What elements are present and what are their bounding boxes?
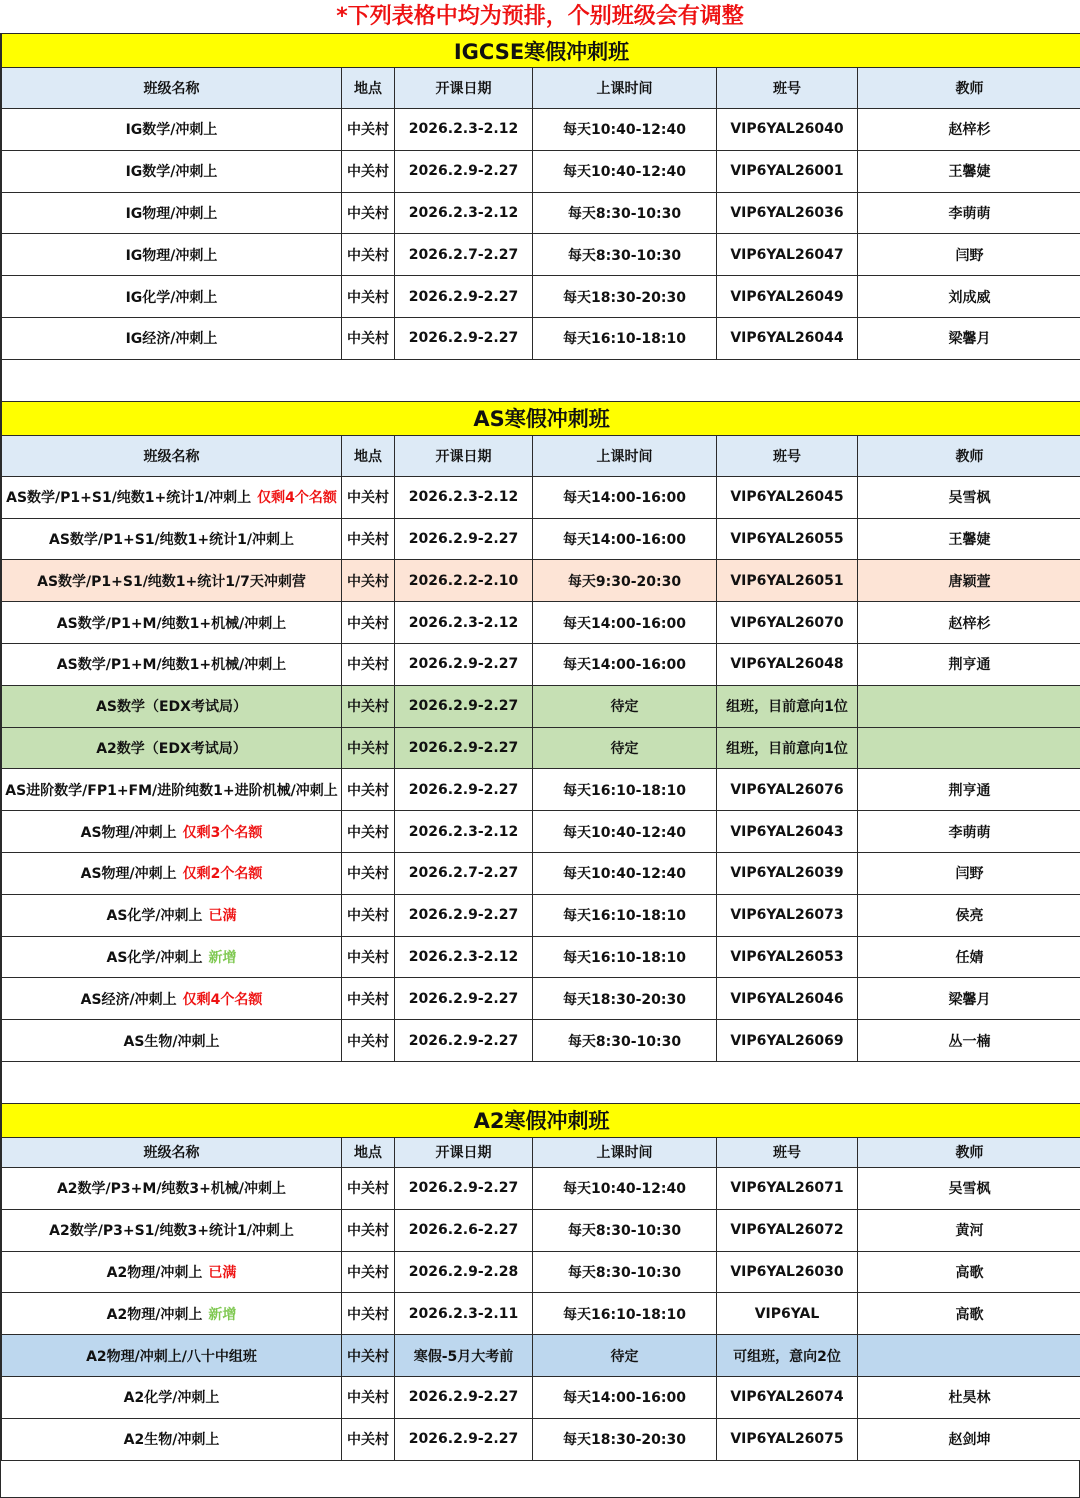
location: 中关村 <box>342 1335 395 1377</box>
teacher: 闫野 <box>858 852 1080 894</box>
table-row <box>2 518 1080 560</box>
table-row <box>2 894 1080 936</box>
teacher: 荆亨通 <box>858 769 1080 811</box>
class-name: IG化学/冲刺上 <box>2 276 342 318</box>
location: 中关村 <box>342 1418 395 1460</box>
header-class-time: 上课时间 <box>533 435 717 476</box>
class-name: IG物理/冲刺上 <box>2 192 342 234</box>
table-row <box>2 276 1080 318</box>
class-name: A2物理/冲刺上 新增 <box>2 1293 342 1335</box>
header-teacher: 教师 <box>858 68 1080 109</box>
class-code: 组班，目前意向1位 <box>717 685 858 727</box>
class-name: AS经济/冲刺上 仅剩4个名额 <box>2 978 342 1020</box>
class-code: VIP6YAL26075 <box>717 1418 858 1460</box>
class-name: IG数学/冲刺上 <box>2 150 342 192</box>
class-name: A2生物/冲刺上 <box>2 1418 342 1460</box>
start-date: 2026.2.9-2.27 <box>395 317 533 359</box>
table-row-group-class <box>2 1335 1080 1377</box>
teacher: 赵梓杉 <box>858 602 1080 644</box>
class-code: VIP6YAL26053 <box>717 936 858 978</box>
start-date: 2026.2.3-2.12 <box>395 936 533 978</box>
status-badge: 已满 <box>208 908 237 925</box>
table-row <box>2 978 1080 1020</box>
class-time: 每天14:00-16:00 <box>533 1376 717 1418</box>
class-name: AS数学（EDX考试局） <box>2 685 342 727</box>
start-date: 2026.2.6-2.27 <box>395 1209 533 1251</box>
header-class-name: 班级名称 <box>2 1137 342 1167</box>
location: 中关村 <box>342 936 395 978</box>
class-time: 每天10:40-12:40 <box>533 1167 717 1209</box>
start-date: 2026.2.3-2.12 <box>395 811 533 853</box>
teacher <box>858 685 1080 727</box>
spacer-row <box>2 1061 1080 1103</box>
start-date: 寒假-5月大考前 <box>395 1335 533 1377</box>
teacher: 李萌萌 <box>858 192 1080 234</box>
section-title-row <box>2 401 1080 435</box>
table-row <box>2 1251 1080 1293</box>
class-time: 待定 <box>533 727 717 769</box>
class-time: 每天14:00-16:00 <box>533 476 717 518</box>
teacher: 杜昊林 <box>858 1376 1080 1418</box>
location: 中关村 <box>342 894 395 936</box>
class-code: VIP6YAL26051 <box>717 560 858 602</box>
teacher: 唐颖萱 <box>858 560 1080 602</box>
start-date: 2026.2.9-2.27 <box>395 643 533 685</box>
class-code: VIP6YAL <box>717 1293 858 1335</box>
class-time: 待定 <box>533 1335 717 1377</box>
class-name: AS进阶数学/FP1+FM/进阶纯数1+进阶机械/冲刺上 <box>2 769 342 811</box>
start-date: 2026.2.9-2.27 <box>395 1376 533 1418</box>
start-date: 2026.2.3-2.12 <box>395 476 533 518</box>
header-start-date: 开课日期 <box>395 1137 533 1167</box>
class-time: 每天8:30-10:30 <box>533 192 717 234</box>
teacher: 任婧 <box>858 936 1080 978</box>
class-name: A2物理/冲刺上/八十中组班 <box>2 1335 342 1377</box>
class-time: 每天16:10-18:10 <box>533 769 717 811</box>
location: 中关村 <box>342 560 395 602</box>
header-class-name: 班级名称 <box>2 68 342 109</box>
header-class-code: 班号 <box>717 68 858 109</box>
start-date: 2026.2.9-2.28 <box>395 1251 533 1293</box>
class-code: VIP6YAL26030 <box>717 1251 858 1293</box>
location: 中关村 <box>342 643 395 685</box>
class-time: 每天16:10-18:10 <box>533 894 717 936</box>
start-date: 2026.2.3-2.12 <box>395 109 533 151</box>
teacher: 黄河 <box>858 1209 1080 1251</box>
start-date: 2026.2.9-2.27 <box>395 1418 533 1460</box>
class-name: AS数学/P1+S1/纯数1+统计1/7天冲刺营 <box>2 560 342 602</box>
class-code: 组班，目前意向1位 <box>717 727 858 769</box>
teacher: 王馨婕 <box>858 518 1080 560</box>
table-row <box>2 602 1080 644</box>
location: 中关村 <box>342 685 395 727</box>
start-date: 2026.2.9-2.27 <box>395 518 533 560</box>
table-row <box>2 643 1080 685</box>
teacher: 赵梓杉 <box>858 109 1080 151</box>
section-title-igcse: IGCSE寒假冲刺班 <box>2 34 1080 68</box>
table-row <box>2 317 1080 359</box>
class-time: 每天18:30-20:30 <box>533 276 717 318</box>
class-time: 每天9:30-20:30 <box>533 560 717 602</box>
class-code: VIP6YAL26055 <box>717 518 858 560</box>
table-row <box>2 936 1080 978</box>
status-badge: 仅剩4个名额 <box>257 490 337 507</box>
column-header-row <box>2 435 1080 476</box>
class-code: VIP6YAL26044 <box>717 317 858 359</box>
spacer-cell <box>2 359 1080 401</box>
class-name: AS物理/冲刺上 仅剩2个名额 <box>2 852 342 894</box>
header-teacher: 教师 <box>858 1137 1080 1167</box>
class-code: VIP6YAL26074 <box>717 1376 858 1418</box>
teacher <box>858 727 1080 769</box>
class-code: VIP6YAL26040 <box>717 109 858 151</box>
section-title-as: AS寒假冲刺班 <box>2 401 1080 435</box>
class-code: VIP6YAL26071 <box>717 1167 858 1209</box>
teacher: 李萌萌 <box>858 811 1080 853</box>
table-row <box>2 852 1080 894</box>
table-row <box>2 1293 1080 1335</box>
teacher: 王馨婕 <box>858 150 1080 192</box>
spacer-cell <box>2 1061 1080 1103</box>
class-name: IG经济/冲刺上 <box>2 317 342 359</box>
table-row <box>2 769 1080 811</box>
teacher <box>858 1335 1080 1377</box>
class-name: A2物理/冲刺上 已满 <box>2 1251 342 1293</box>
location: 中关村 <box>342 317 395 359</box>
location: 中关村 <box>342 1020 395 1062</box>
table-row <box>2 476 1080 518</box>
schedule-table <box>1 33 1080 1461</box>
class-name: AS生物/冲刺上 <box>2 1020 342 1062</box>
location: 中关村 <box>342 852 395 894</box>
class-time: 待定 <box>533 685 717 727</box>
header-start-date: 开课日期 <box>395 68 533 109</box>
table-row <box>2 1418 1080 1460</box>
table-row <box>2 1209 1080 1251</box>
class-code: VIP6YAL26001 <box>717 150 858 192</box>
table-row <box>2 1167 1080 1209</box>
teacher: 荆亨通 <box>858 643 1080 685</box>
header-class-code: 班号 <box>717 1137 858 1167</box>
class-time: 每天10:40-12:40 <box>533 811 717 853</box>
location: 中关村 <box>342 602 395 644</box>
class-name: IG物理/冲刺上 <box>2 234 342 276</box>
class-name: AS数学/P1+M/纯数1+机械/冲刺上 <box>2 602 342 644</box>
start-date: 2026.2.9-2.27 <box>395 769 533 811</box>
class-code: VIP6YAL26070 <box>717 602 858 644</box>
start-date: 2026.2.2-2.10 <box>395 560 533 602</box>
class-code: VIP6YAL26045 <box>717 476 858 518</box>
teacher: 丛一楠 <box>858 1020 1080 1062</box>
start-date: 2026.2.9-2.27 <box>395 685 533 727</box>
location: 中关村 <box>342 769 395 811</box>
table-row-pending <box>2 727 1080 769</box>
location: 中关村 <box>342 811 395 853</box>
teacher: 侯亮 <box>858 894 1080 936</box>
class-code: VIP6YAL26048 <box>717 643 858 685</box>
header-teacher: 教师 <box>858 435 1080 476</box>
header-class-code: 班号 <box>717 435 858 476</box>
column-header-row <box>2 1137 1080 1167</box>
teacher: 梁馨月 <box>858 317 1080 359</box>
teacher: 梁馨月 <box>858 978 1080 1020</box>
class-time: 每天14:00-16:00 <box>533 518 717 560</box>
class-name: A2数学/P3+M/纯数3+机械/冲刺上 <box>2 1167 342 1209</box>
class-name: AS化学/冲刺上 新增 <box>2 936 342 978</box>
spacer-row <box>2 359 1080 401</box>
header-location: 地点 <box>342 68 395 109</box>
table-row-highlighted <box>2 560 1080 602</box>
class-time: 每天18:30-20:30 <box>533 1418 717 1460</box>
class-time: 每天16:10-18:10 <box>533 317 717 359</box>
class-code: VIP6YAL26043 <box>717 811 858 853</box>
location: 中关村 <box>342 727 395 769</box>
class-time: 每天10:40-12:40 <box>533 150 717 192</box>
location: 中关村 <box>342 978 395 1020</box>
class-time: 每天8:30-10:30 <box>533 1251 717 1293</box>
header-start-date: 开课日期 <box>395 435 533 476</box>
class-time: 每天18:30-20:30 <box>533 978 717 1020</box>
header-class-time: 上课时间 <box>533 1137 717 1167</box>
table-row <box>2 192 1080 234</box>
teacher: 高歌 <box>858 1293 1080 1335</box>
start-date: 2026.2.9-2.27 <box>395 1020 533 1062</box>
table-row <box>2 109 1080 151</box>
header-class-name: 班级名称 <box>2 435 342 476</box>
start-date: 2026.2.9-2.27 <box>395 978 533 1020</box>
header-class-time: 上课时间 <box>533 68 717 109</box>
table-row <box>2 811 1080 853</box>
teacher: 高歌 <box>858 1251 1080 1293</box>
class-name: AS数学/P1+S1/纯数1+统计1/冲刺上 <box>2 518 342 560</box>
start-date: 2026.2.3-2.12 <box>395 192 533 234</box>
class-code: 可组班，意向2位 <box>717 1335 858 1377</box>
section-title-row <box>2 34 1080 68</box>
table-row <box>2 1020 1080 1062</box>
class-time: 每天10:40-12:40 <box>533 852 717 894</box>
location: 中关村 <box>342 518 395 560</box>
header-location: 地点 <box>342 435 395 476</box>
status-badge: 仅剩4个名额 <box>182 991 263 1008</box>
start-date: 2026.2.3-2.12 <box>395 602 533 644</box>
class-name: AS物理/冲刺上 仅剩3个名额 <box>2 811 342 853</box>
status-badge: 已满 <box>208 1264 237 1281</box>
schedule-notice: *下列表格中均为预排，个别班级会有调整 <box>336 4 744 29</box>
class-time: 每天14:00-16:00 <box>533 602 717 644</box>
start-date: 2026.2.9-2.27 <box>395 150 533 192</box>
class-name: IG数学/冲刺上 <box>2 109 342 151</box>
start-date: 2026.2.9-2.27 <box>395 727 533 769</box>
start-date: 2026.2.9-2.27 <box>395 894 533 936</box>
class-time: 每天8:30-10:30 <box>533 1020 717 1062</box>
class-code: VIP6YAL26072 <box>717 1209 858 1251</box>
class-name: A2数学（EDX考试局） <box>2 727 342 769</box>
class-code: VIP6YAL26076 <box>717 769 858 811</box>
teacher: 刘成威 <box>858 276 1080 318</box>
teacher: 赵剑坤 <box>858 1418 1080 1460</box>
schedule-sheet <box>0 33 1080 1498</box>
start-date: 2026.2.7-2.27 <box>395 234 533 276</box>
location: 中关村 <box>342 1251 395 1293</box>
class-name: AS化学/冲刺上 已满 <box>2 894 342 936</box>
section-title-a2: A2寒假冲刺班 <box>2 1103 1080 1137</box>
location: 中关村 <box>342 192 395 234</box>
header-location: 地点 <box>342 1137 395 1167</box>
table-row <box>2 234 1080 276</box>
location: 中关村 <box>342 276 395 318</box>
section-title-row <box>2 1103 1080 1137</box>
status-badge: 仅剩2个名额 <box>182 866 263 883</box>
class-code: VIP6YAL26049 <box>717 276 858 318</box>
class-code: VIP6YAL26046 <box>717 978 858 1020</box>
location: 中关村 <box>342 1376 395 1418</box>
class-time: 每天16:10-18:10 <box>533 1293 717 1335</box>
location: 中关村 <box>342 109 395 151</box>
teacher: 吴雪枫 <box>858 476 1080 518</box>
class-time: 每天8:30-10:30 <box>533 1209 717 1251</box>
table-row <box>2 150 1080 192</box>
location: 中关村 <box>342 1209 395 1251</box>
status-badge: 仅剩3个名额 <box>182 824 263 841</box>
class-code: VIP6YAL26036 <box>717 192 858 234</box>
location: 中关村 <box>342 476 395 518</box>
class-code: VIP6YAL26073 <box>717 894 858 936</box>
column-header-row <box>2 68 1080 109</box>
location: 中关村 <box>342 1167 395 1209</box>
class-code: VIP6YAL26039 <box>717 852 858 894</box>
class-time: 每天10:40-12:40 <box>533 109 717 151</box>
class-name: A2数学/P3+S1/纯数3+统计1/冲刺上 <box>2 1209 342 1251</box>
location: 中关村 <box>342 234 395 276</box>
class-code: VIP6YAL26069 <box>717 1020 858 1062</box>
start-date: 2026.2.7-2.27 <box>395 852 533 894</box>
class-name: A2化学/冲刺上 <box>2 1376 342 1418</box>
class-time: 每天16:10-18:10 <box>533 936 717 978</box>
class-code: VIP6YAL26047 <box>717 234 858 276</box>
start-date: 2026.2.3-2.11 <box>395 1293 533 1335</box>
class-name: AS数学/P1+S1/纯数1+统计1/冲刺上 仅剩4个名额 <box>2 476 342 518</box>
status-badge: 新增 <box>208 949 237 966</box>
table-row-pending <box>2 685 1080 727</box>
teacher: 吴雪枫 <box>858 1167 1080 1209</box>
location: 中关村 <box>342 1293 395 1335</box>
status-badge: 新增 <box>208 1306 237 1323</box>
class-time: 每天8:30-10:30 <box>533 234 717 276</box>
teacher: 闫野 <box>858 234 1080 276</box>
start-date: 2026.2.9-2.27 <box>395 276 533 318</box>
start-date: 2026.2.9-2.27 <box>395 1167 533 1209</box>
class-time: 每天14:00-16:00 <box>533 643 717 685</box>
table-row <box>2 1376 1080 1418</box>
class-name: AS数学/P1+M/纯数1+机械/冲刺上 <box>2 643 342 685</box>
location: 中关村 <box>342 150 395 192</box>
